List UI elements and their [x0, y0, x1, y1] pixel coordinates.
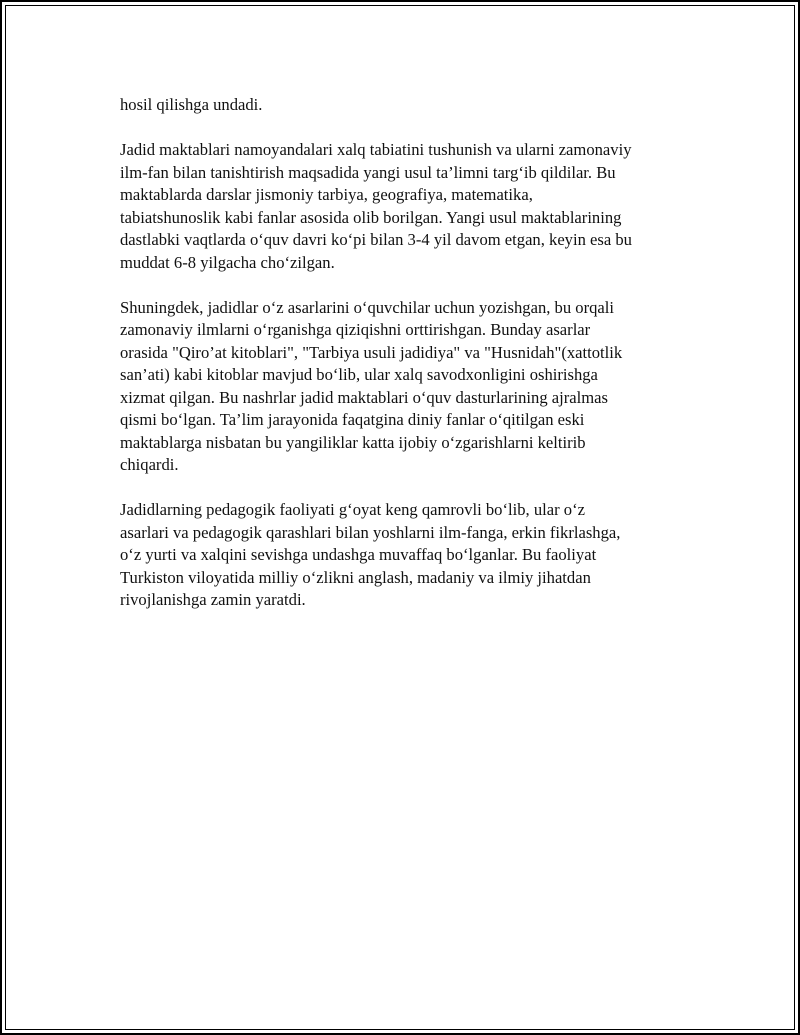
paragraph-4: Jadidlarning pedagogik faoliyati g‘oyat keng qamrovli bo‘lib, ular o‘z asarlari va pedagogik qarashlari bilan yoshlarni ilm-fanga, erkin fikrlashga, o‘z yurti va xalqini sevishga undashga muvaffaq bo‘lganlar. Bu faoliyat Turkiston viloyatida milliy o‘zlikni anglash, madaniy va ilmiy jihatdan rivojlanishga zamin yaratdi.	[120, 500, 621, 609]
paragraph-3: Shuningdek, jadidlar o‘z asarlarini o‘quvchilar uchun yozishgan, bu orqali zamonaviy ilmlarni o‘rganishga qiziqishni orttirishgan. Bunday asarlar orasida "Qiro’at kitoblari", "Tarbiya usuli jadidiya" va "Husnidah"(xattotlik san’ati) kabi kitoblar mavjud bo‘lib, ular xalq savodxonligini oshirishga xizmat qilgan. Bu nashrlar jadid maktablari o‘quv dasturlarining ajralmas qismi bo‘lgan. Ta’lim jarayonida faqatgina diniy fanlar o‘qitilgan eski maktablarga nisbatan bu yangiliklar katta ijobiy o‘zgarishlarni keltirib chiqardi.	[120, 297, 623, 474]
paragraph-2: Jadid maktablari namoyandalari xalq tabiatini tushunish va ularni zamonaviy ilm-fan bilan tanishtirish maqsadida yangi usul ta’limni targ‘ib qildilar. Bu maktablarda darslar jismoniy tarbiya, geografiya, matematika, tabiatshunoslik kabi fanlar asosida olib borilgan. Yangi usul maktablarining dastlabki vaqtlarda o‘quv davri ko‘pi bilan 3-4 yil davom etgan, keyin esa bu muddat 6-8 yilgacha cho‘zilgan.	[120, 140, 632, 272]
document-body	[120, 94, 700, 634]
paragraph-1: hosil qilishga undadi.	[120, 95, 263, 114]
